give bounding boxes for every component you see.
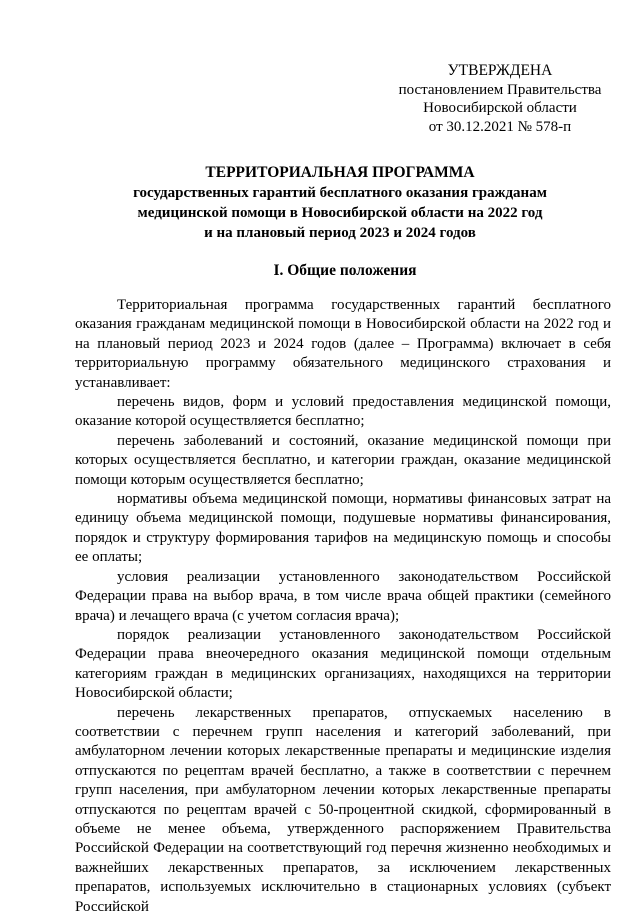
section-body — [75, 296, 611, 917]
approval-line-3: от 30.12.2021 № 578-п — [428, 118, 572, 135]
document-title-line-4: и на плановый период 2023 и 2024 годов — [204, 225, 476, 241]
document-title-line-1: ТЕРРИТОРИАЛЬНАЯ ПРОГРАММА — [205, 164, 475, 181]
document-title — [40, 163, 640, 243]
paragraph-item: перечень видов, форм и условий предоставления медицинской помощи, оказание которой осуществляется бесплатно; — [75, 394, 611, 430]
paragraph-item: условия реализации установленного законодательством Российской Федерации права на выбор врача, в том числе врача общей практики (семейного врача) и лечащего врача (с учетом согласия врача); — [75, 568, 611, 624]
paragraph-intro: Территориальная программа государственных гарантий бесплатного оказания гражданам медицинской помощи в Новосибирской области на 2022 год и на плановый период 2023 и 2024 годов (далее – Программа) включает в себя территориальную программу обязательного медицинского страхования и устанавливает: — [75, 297, 611, 391]
approval-title: УТВЕРЖДЕНА — [447, 62, 553, 79]
document-title-line-3: медицинской помощи в Новосибирской области на 2022 год — [137, 205, 543, 221]
paragraph-item: перечень заболеваний и состояний, оказание медицинской помощи при которых осуществляется бесплатно, и категории граждан, оказание медицинской помощи которым осуществляется бесплатно; — [75, 432, 611, 488]
document-title-line-2: государственных гарантий бесплатного оказания гражданам — [133, 185, 547, 201]
paragraph-item: порядок реализации установленного законодательством Российской Федерации права внеочередного оказания медицинской помощи отдельным категориям граждан в медицинских организациях, находящихся на территории Новосибирской области; — [75, 626, 611, 702]
approval-line-1: постановлением Правительства — [398, 81, 602, 98]
approval-stamp — [380, 62, 620, 136]
paragraph-item: перечень лекарственных препаратов, отпускаемых населению в соответствии с перечнем групп населения и категорий заболеваний, при амбулаторном лечении которых лекарственные препараты и медицинские изделия отпускаются по рецептам врачей бесплатно, а также в соответствии с перечнем групп населения, при амбулаторном лечении которых лекарственные препараты отпускаются по рецептам врачей с 50-процентной скидкой, сформированный в объеме не менее объема, утвержденного распоряжением Правительства Российской Федерации на соответствующий год перечня жизненно необходимых и важнейших лекарственных препаратов, за исключением лекарственных препаратов, используемых исключительно в стационарных условиях (субъект Российской — [75, 704, 611, 915]
paragraph-item: нормативы объема медицинской помощи, нормативы финансовых затрат на единицу объема медицинской помощи, подушевые нормативы финансирования, порядок и структуру формирования тарифов на медицинскую помощь и способы ее оплаты; — [75, 491, 611, 566]
approval-line-2: Новосибирской области — [423, 100, 577, 116]
section-heading: I. Общие положения — [273, 262, 417, 279]
